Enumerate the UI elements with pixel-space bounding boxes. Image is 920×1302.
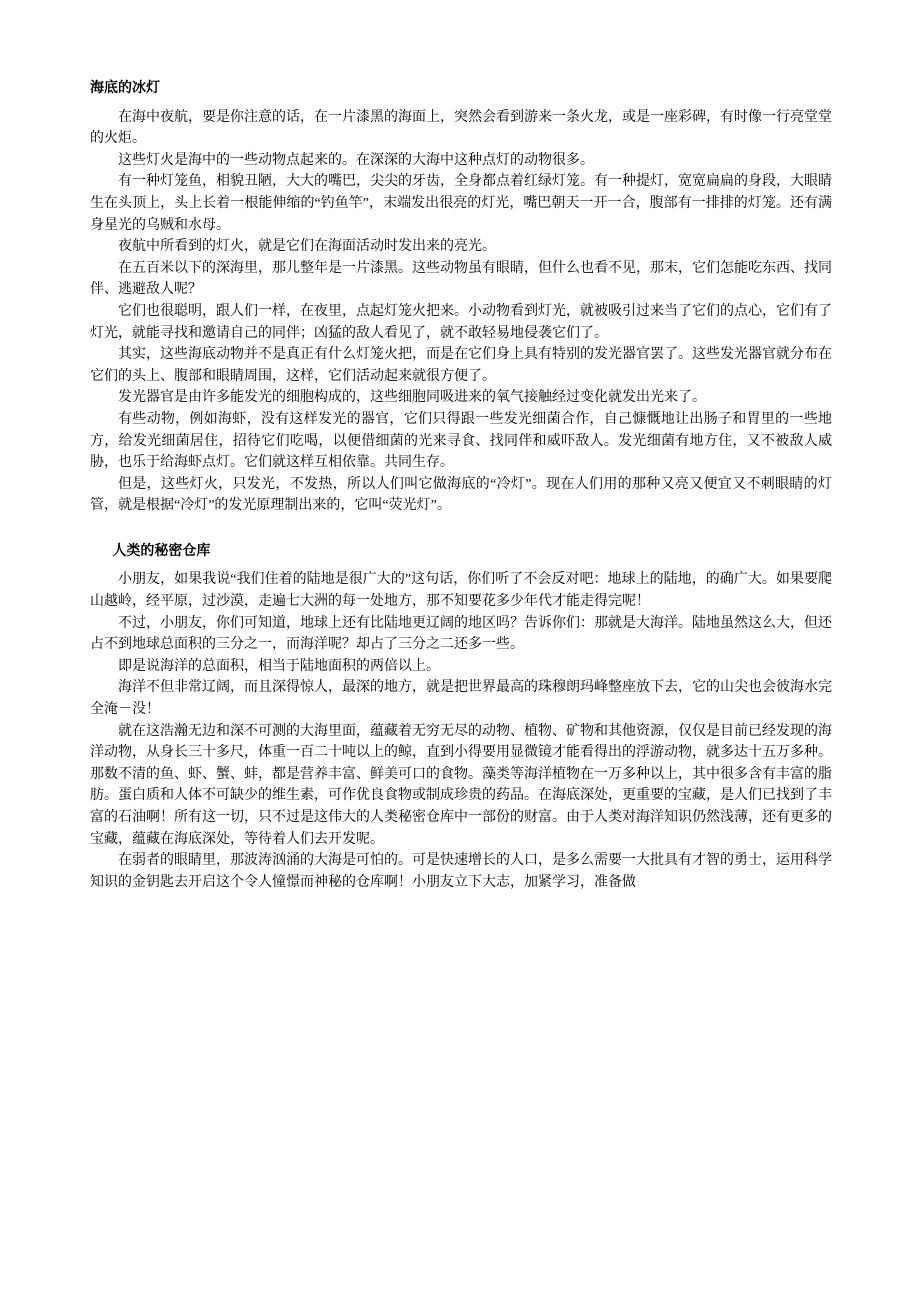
paragraph: 夜航中所看到的灯火，就是它们在海面活动时发出来的亮光。: [118, 239, 496, 255]
paragraph: 但是，这些灯火，只发光，不发热，所以人们叫它做海底的“冷灯”。现在人们用的那种又亮又便宜又不刺眼睛的灯管，就是根据“冷灯”的发光原理制出来的，它叫“荧光灯”。: [90, 476, 832, 514]
paragraph: 在五百米以下的深海里，那儿整年是一片漆黑。这些动物虽有眼睛，但什么也看不见，那末，它们怎能吃东西、找同伴、逃避敌人呢？: [90, 260, 832, 298]
article-title: 海底的冰灯: [90, 81, 160, 96]
paragraph: 不过，小朋友，你们可知道，地球上还有比陆地更辽阔的地区吗？告诉你们：那就是大海洋。陆地虽然这么大，但还占不到地球总面积的三分之一，而海洋呢？却占了三分之二还多一些。: [90, 615, 832, 653]
paragraph: 即是说海洋的总面积，相当于陆地面积的两倍以上。: [118, 658, 440, 674]
paragraph: 它们也很聪明，跟人们一样，在夜里，点起灯笼火把来。小动物看到灯光，就被吸引过来当了它们的点心，它们有了灯光，就能寻找和邀请自己的同伴；凶猛的敌人看见了，就不敢轻易地侵袭它们了。: [90, 303, 832, 341]
article-secret-warehouse: [90, 541, 832, 894]
paragraph: 有些动物，例如海虾，没有这样发光的器官，它们只得跟一些发光细菌合作，自己慷慨地让出肠子和胃里的一些地方，给发光细菌居住，招待它们吃喝，以便借细菌的光来寻食、找同伴和威吓敌人。发光细菌有地方住，又不被敌人威胁，也乐于给海虾点灯。它们就这样互相依靠。共同生存。: [90, 411, 832, 471]
paragraph: 海洋不但非常辽阔，而且深得惊人，最深的地方，就是把世界最高的珠穆朗玛峰整座放下去，它的山尖也会彼海水完全淹－没！: [90, 680, 832, 718]
article-title: 人类的秘密仓库: [112, 543, 211, 559]
paragraph: 小朋友，如果我说“我们住着的陆地是很广大的”这句话，你们听了不会反对吧：地球上的陆地，的确广大。如果要爬山越岭，经平原，过沙漠，走遍七大洲的每一处地方，那不知要花多少年代才能走得完呢！: [90, 572, 832, 610]
paragraph: 发光器官是由许多能发光的细胞构成的，这些细胞同吸进来的氧气接触经过变化就发出光来了。: [118, 390, 706, 406]
paragraph: 就在这浩瀚无边和深不可测的大海里面，蕴藏着无穷无尽的动物、植物、矿物和其他资源，仅仅是目前已经发现的海洋动物，从身长三十多尺，体重一百二十吨以上的鲸，直到小得要用显微镜才能看得出的浮游动物，就多达十五万多种。那数不清的鱼、虾、蟹、蚌，都是营养丰富、鲜美可口的食物。藻类等海洋植物在一万多种以上，其中很多含有丰富的脂肪。蛋白质和人体不可缺少的维生素，可作优良食物或制成珍贵的药品。在海底深处，更重要的宝藏，是人们已找到了丰富的石油啊！所有这一切，只不过是这伟大的人类秘密仓库中一部份的财富。由于人类对海洋知识仍然浅薄，还有更多的宝藏，蕴藏在海底深处，等待着人们去开发呢。: [90, 723, 832, 847]
paragraph: 在弱者的眼睛里，那波涛汹涌的大海是可怕的。可是快速增长的人口，是多么需要一大批具有才智的勇士，运用科学知识的金钥匙去开启这个令人憧憬而神秘的仓库啊！小朋友立下大志，加紧学习，准备做: [90, 853, 832, 890]
article-undersea-lamps: [90, 78, 832, 517]
paragraph: 在海中夜航，要是你注意的话，在一片漆黑的海面上，突然会看到游来一条火龙，或是一座彩碑，有时像一行亮堂堂的火炬。: [90, 109, 832, 147]
paragraph: 这些灯火是海中的一些动物点起来的。在深深的大海中这种点灯的动物很多。: [118, 152, 594, 168]
paragraph: 其实，这些海底动物并不是真正有什么灯笼火把，而是在它们身上具有特别的发光器官罢了。这些发光器官就分布在它们的头上、腹部和眼睛周围，这样，它们活动起来就很方便了。: [90, 347, 832, 384]
paragraph: 有一种灯笼鱼，相貌丑陋，大大的嘴巴，尖尖的牙齿，全身都点着红绿灯笼。有一种提灯，宽宽扁扁的身段，大眼睛生在头顶上，头上长着一根能伸缩的“钓鱼竿”，末端发出很亮的灯光，嘴巴朝天一开一合，腹部有一排排的灯笼。还有满身星光的乌贼和水母。: [90, 174, 832, 233]
